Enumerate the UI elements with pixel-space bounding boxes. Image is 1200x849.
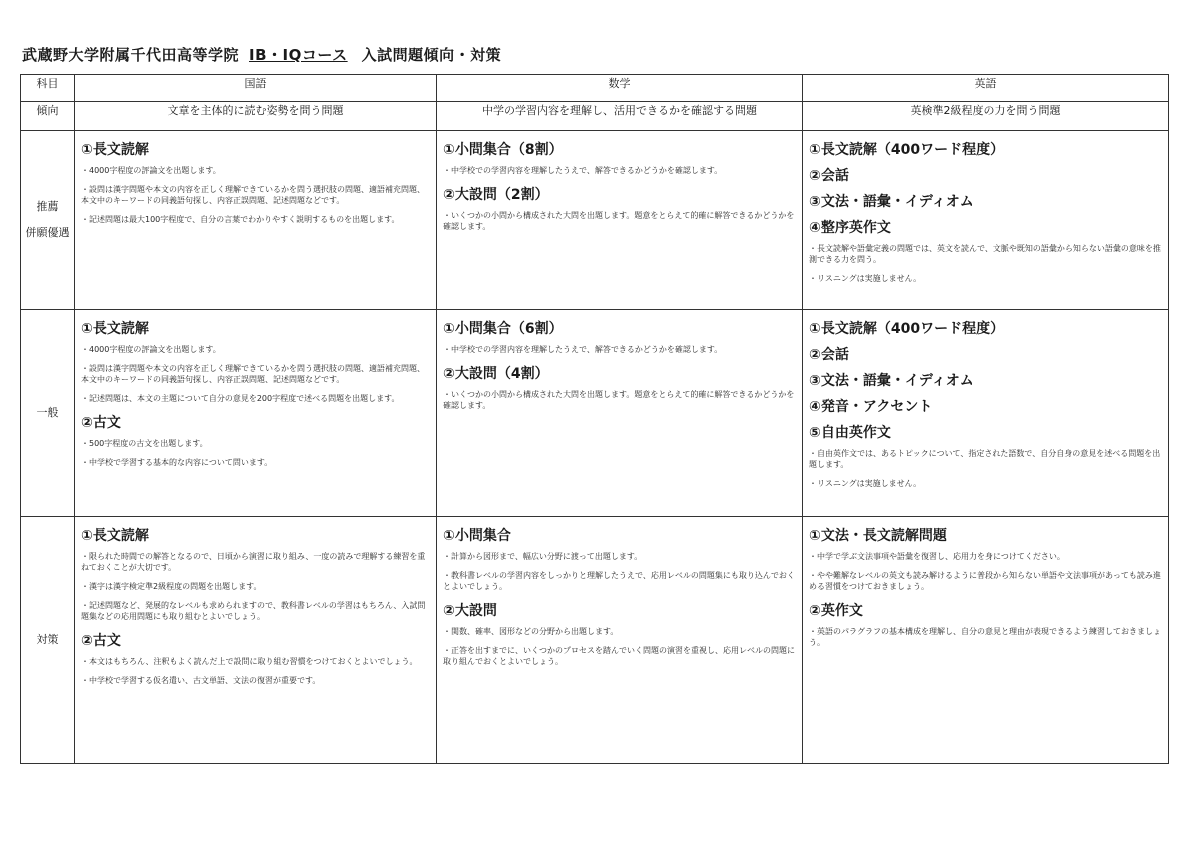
section-note: ・中学校で学習する基本的な内容について問います。 xyxy=(81,458,273,467)
section-heading: ③文法・語彙・イディオム xyxy=(809,194,974,210)
section-note: ・500字程度の古文を出題します。 xyxy=(81,439,208,448)
section-note: ・4000字程度の評論文を出題します。 xyxy=(81,345,221,354)
cell-english xyxy=(803,310,1169,517)
section-heading: ②会話 xyxy=(809,347,849,363)
section-note: ・長文読解や語彙定義の問題では、英文を読んで、文脈や既知の語彙から知らない語彙の意味を推測できる力を問う。 xyxy=(809,244,1161,264)
row-label-general xyxy=(21,310,75,517)
row-label-line: 併願優遇 xyxy=(25,226,70,239)
header-english: 英語 xyxy=(803,75,1169,102)
strategy-row xyxy=(21,517,1169,764)
cell-math xyxy=(437,517,803,764)
cell-content xyxy=(437,517,802,679)
section-heading: ①文法・長文読解問題 xyxy=(809,528,947,544)
cell-content xyxy=(803,517,1168,660)
section-note: ・本文はもちろん、注釈もよく読んだ上で設問に取り組む習慣をつけておくとよいでしょう。 xyxy=(81,657,418,666)
section-note: ・漢字は漢字検定準2級程度の問題を出題します。 xyxy=(81,582,262,591)
cell-content xyxy=(803,131,1168,296)
section-heading: ④発音・アクセント xyxy=(809,399,933,415)
trend-math: 中学の学習内容を理解し、活用できるかを確認する問題 xyxy=(437,102,803,131)
section-note: ・中学校での学習内容を理解したうえで、解答できるかどうかを確認します。 xyxy=(443,345,723,354)
row-label-recommendation xyxy=(21,131,75,310)
section-heading: ②大設問（2割） xyxy=(443,187,549,203)
trend-japanese: 文章を主体的に読む姿勢を問う問題 xyxy=(75,102,437,131)
section-heading: ②大設問（4割） xyxy=(443,366,549,382)
header-japanese: 国語 xyxy=(75,75,437,102)
cell-japanese xyxy=(75,131,437,310)
section-heading: ①長文読解（400ワード程度） xyxy=(809,142,1005,158)
section-heading: ①長文読解 xyxy=(81,321,149,337)
row-label-strategy xyxy=(21,517,75,764)
section-note: ・正答を出すまでに、いくつかのプロセスを踏んでいく問題の演習を重視し、応用レベルの問題に取り組んでおくとよいでしょう。 xyxy=(443,646,795,666)
exam-trend-table xyxy=(20,74,1169,764)
cell-japanese xyxy=(75,517,437,764)
section-note: ・4000字程度の評論文を出題します。 xyxy=(81,166,221,175)
course-name: IB・IQコース xyxy=(249,46,348,64)
row-label-line: 推薦 xyxy=(36,200,59,213)
cell-english xyxy=(803,131,1169,310)
school-name: 武蔵野大学附属千代田高等学院 xyxy=(22,46,240,64)
page-title xyxy=(22,44,501,65)
section-note: ・設問は漢字問題や本文の内容を正しく理解できているかを問う選択肢の問題、適語補充問題、本文中のキーワードの同義語句探し、内容正誤問題、記述問題などです。 xyxy=(81,185,425,205)
section-heading: ④整序英作文 xyxy=(809,220,891,236)
section-note: ・教科書レベルの学習内容をしっかりと理解したうえで、応用レベルの問題集にも取り込んでおくとよいでしょう。 xyxy=(443,571,795,591)
trend-label: 傾向 xyxy=(21,102,75,131)
row-label-line: 対策 xyxy=(36,633,59,646)
section-note: ・記述問題は最大100字程度で、自分の言葉でわかりやすく説明するものを出題します。 xyxy=(81,215,400,224)
header-subject-label: 科目 xyxy=(21,75,75,102)
section-note: ・記述問題など、発展的なレベルも求められますので、教科書レベルの学習はもちろん、入試問題集などの応用問題にも取り組むとよいでしょう。 xyxy=(81,601,426,621)
section-note: ・いくつかの小問から構成された大問を出題します。題意をとらえて的確に解答できるかどうかを確認します。 xyxy=(443,390,795,410)
cell-english xyxy=(803,517,1169,764)
section-heading: ②会話 xyxy=(809,168,849,184)
section-note: ・自由英作文では、あるトピックについて、指定された語数で、自分自身の意見を述べる問題を出題します。 xyxy=(809,449,1161,469)
cell-content xyxy=(75,131,436,237)
section-heading: ②古文 xyxy=(81,415,121,431)
section-note: ・記述問題は、本文の主題について自分の意見を200字程度で述べる問題を出題します。 xyxy=(81,394,400,403)
cell-content xyxy=(437,131,802,244)
general-row xyxy=(21,310,1169,517)
section-heading: ①長文読解 xyxy=(81,528,149,544)
cell-content xyxy=(437,310,802,423)
section-heading: ⑤自由英作文 xyxy=(809,425,891,441)
document-topic: 入試問題傾向・対策 xyxy=(361,46,502,64)
recommendation-row xyxy=(21,131,1169,310)
trend-row xyxy=(21,102,1169,131)
section-note: ・関数、確率、図形などの分野から出題します。 xyxy=(443,627,619,636)
cell-content xyxy=(75,517,436,698)
section-note: ・設問は漢字問題や本文の内容を正しく理解できているかを問う選択肢の問題、適語補充問題、本文中のキーワードの同義語句探し、内容正誤問題、記述問題などです。 xyxy=(81,364,425,384)
section-heading: ①小問集合（8割） xyxy=(443,142,563,158)
section-heading: ②英作文 xyxy=(809,603,863,619)
section-note: ・リスニングは実施しません。 xyxy=(809,479,922,488)
section-note: ・中学で学ぶ文法事項や語彙を復習し、応用力を身につけてください。 xyxy=(809,552,1065,561)
section-heading: ②古文 xyxy=(81,633,121,649)
section-note: ・計算から図形まで、幅広い分野に渡って出題します。 xyxy=(443,552,643,561)
cell-content xyxy=(803,310,1168,501)
cell-math xyxy=(437,131,803,310)
section-note: ・限られた時間での解答となるので、日頃から演習に取り組み、一度の読みで理解する練習を重ねておくことが大切です。 xyxy=(81,552,426,572)
section-heading: ③文法・語彙・イディオム xyxy=(809,373,974,389)
trend-english: 英検準2級程度の力を問う問題 xyxy=(803,102,1169,131)
cell-content xyxy=(75,310,436,480)
section-note: ・英語のパラグラフの基本構成を理解し、自分の意見と理由が表現できるよう練習しておきましょう。 xyxy=(809,627,1161,647)
subject-header-row xyxy=(21,75,1169,102)
section-heading: ①長文読解 xyxy=(81,142,149,158)
section-heading: ①小問集合（6割） xyxy=(443,321,563,337)
section-heading: ①長文読解（400ワード程度） xyxy=(809,321,1005,337)
section-note: ・リスニングは実施しません。 xyxy=(809,274,922,283)
section-note: ・いくつかの小問から構成された大問を出題します。題意をとらえて的確に解答できるかどうかを確認します。 xyxy=(443,211,795,231)
section-heading: ①小問集合 xyxy=(443,528,511,544)
header-math: 数学 xyxy=(437,75,803,102)
section-note: ・やや難解なレベルの英文も読み解けるように普段から知らない単語や文法事項があっても読み進める習慣をつけておきましょう。 xyxy=(809,571,1161,591)
cell-math xyxy=(437,310,803,517)
section-note: ・中学校での学習内容を理解したうえで、解答できるかどうかを確認します。 xyxy=(443,166,723,175)
section-note: ・中学校で学習する仮名遣い、古文単語、文法の復習が重要です。 xyxy=(81,676,321,685)
cell-japanese xyxy=(75,310,437,517)
section-heading: ②大設問 xyxy=(443,603,497,619)
row-label-line: 一般 xyxy=(36,406,59,419)
